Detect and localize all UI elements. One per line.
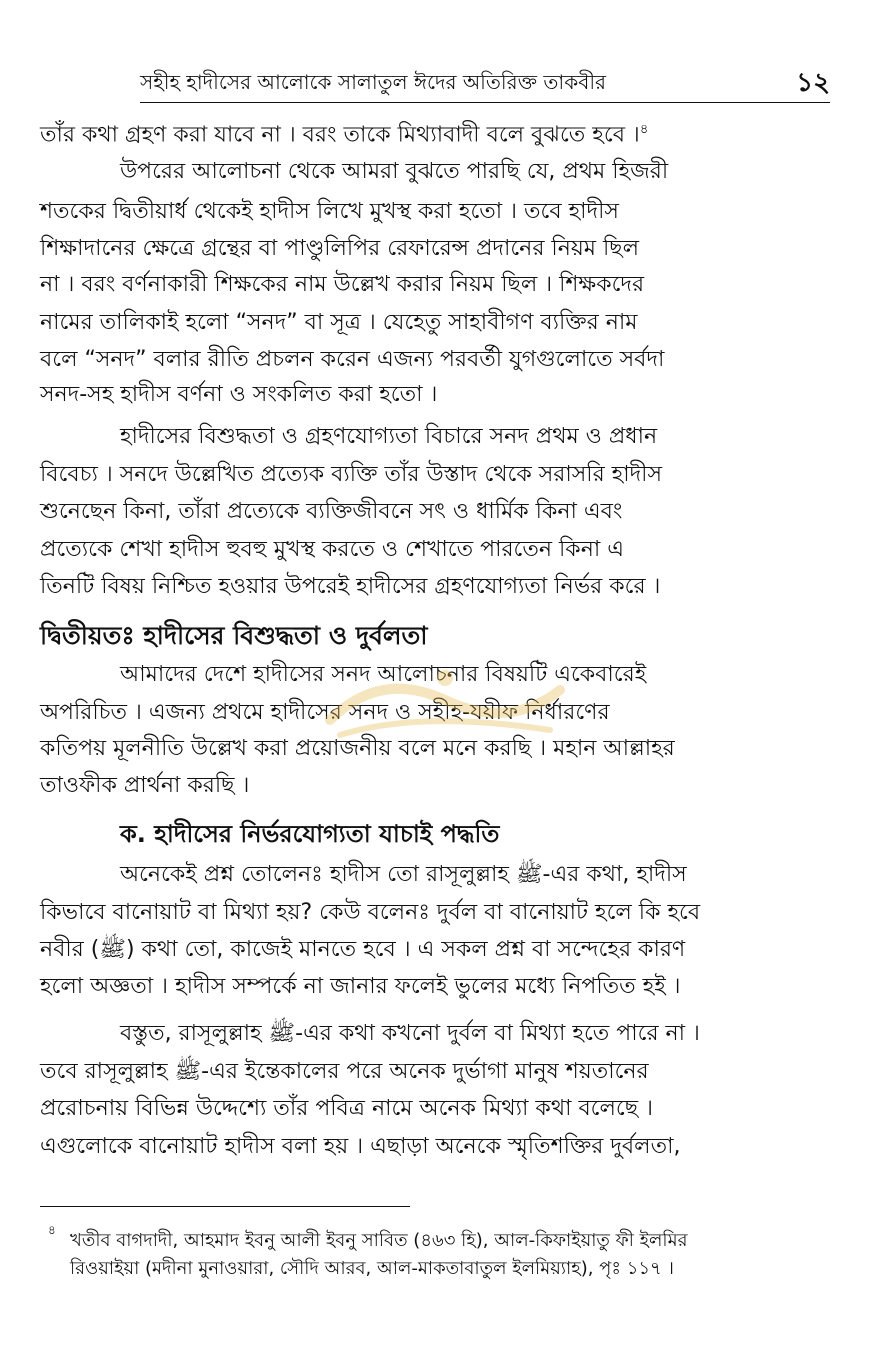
paragraph-line: প্রত্যেকে শেখা হাদীস হুবহু মুখস্থ করতে ও শেখাতে পারতেন কিনা এ xyxy=(40,537,624,562)
paragraph-line: প্ররোচনায় বিভিন্ন উদ্দেশ্যে তাঁর পবিত্র নামে অনেক মিথ্যা কথা বলেছে । xyxy=(40,1096,653,1121)
paragraph-line: উপরের আলোচনা থেকে আমরা বুঝতে পারছি যে, প্রথম হিজরী xyxy=(120,159,669,184)
section-heading: দ্বিতীয়তঃ হাদীসের বিশুদ্ধতা ও দুর্বলতা xyxy=(40,621,428,650)
paragraph-line: অপরিচিত । এজন্য প্রথমে হাদীসের সনদ ও সহীহ-যয়ীফ নির্ধারণের xyxy=(40,700,610,725)
paragraph-line: নামের তালিকাই হলো “সনদ” বা সূত্র । যেহেতু সাহাবীগণ ব্যক্তির নাম xyxy=(40,310,638,335)
paragraph-line: অনেকেই প্রশ্ন তোলেনঃ হাদীস তো রাসূলুল্লাহ ﷺ-এর কথা, হাদীস xyxy=(120,862,687,887)
paragraph-line: এগুলোকে বানোয়াট হাদীস বলা হয় । এছাড়া অনেকে স্মৃতিশক্তির দুর্বলতা, xyxy=(40,1134,681,1159)
page-number: ১২ xyxy=(796,68,830,98)
footnote-reference: ৪ xyxy=(639,122,649,137)
footnote-divider xyxy=(40,1206,410,1207)
paragraph-line: কিভাবে বানোয়াট বা মিথ্যা হয়? কেউ বলেনঃ দুর্বল বা বানোয়াট হলে কি হবে xyxy=(40,900,701,925)
paragraph-line: তাওফীক প্রার্থনা করছি । xyxy=(40,773,250,798)
paragraph-line: না । বরং বর্ণনাকারী শিক্ষকের নাম উল্লেখ করার নিয়ম ছিল । শিক্ষকদের xyxy=(40,272,645,297)
paragraph-line: কতিপয় মূলনীতি উল্লেখ করা প্রয়োজনীয় বলে মনে করছি । মহান আল্লাহর xyxy=(40,736,675,761)
paragraph-line: শিক্ষাদানের ক্ষেত্রে গ্রন্থের বা পাণ্ডুলিপির রেফারেন্স প্রদানের নিয়ম ছিল xyxy=(40,236,640,261)
paragraph-line: তিনটি বিষয় নিশ্চিত হওয়ার উপরেই হাদীসের গ্রহণযোগ্যতা নির্ভর করে । xyxy=(40,574,661,599)
paragraph-line: সনদ-সহ হাদীস বর্ণনা ও সংকলিত করা হতো । xyxy=(40,382,438,407)
footnote-mark: ৪ xyxy=(48,1223,56,1237)
paragraph-line: বিবেচ্য । সনদে উল্লেখিত প্রত্যেক ব্যক্তি তাঁর উস্তাদ থেকে সরাসরি হাদীস xyxy=(40,462,662,487)
footnote-line: খতীব বাগদাদী, আহমাদ ইবনু আলী ইবনু সাবিত (৪৬৩ হি), আল-কিফাইয়াতু ফী ইলমির xyxy=(70,1230,688,1251)
paragraph-line: তাঁর কথা গ্রহণ করা যাবে না । বরং তাকে মিথ্যাবাদী বলে বুঝতে হবে ।$^৪$ xyxy=(40,122,649,148)
running-title: সহীহ হাদীসের আলোকে সালাতুল ঈদের অতিরিক্ত তাকবীর xyxy=(140,70,607,94)
paragraph-line: হলো অজ্ঞতা । হাদীস সম্পর্কে না জানার ফলেই ভুলের মধ্যে নিপতিত হই । xyxy=(40,974,681,999)
paragraph-line: নবীর (ﷺ) কথা তো, কাজেই মানতে হবে । এ সকল প্রশ্ন বা সন্দেহের কারণ xyxy=(40,937,686,962)
paragraph-line: তবে রাসূলুল্লাহ ﷺ-এর ইন্তেকালের পরে অনেক দুর্ভাগা মানুষ শয়তানের xyxy=(40,1059,649,1084)
page-header xyxy=(140,62,830,103)
footnote-line: রিওয়াইয়া (মদীনা মুনাওয়ারা, সৌদি আরব, আল-মাকতাবাতুল ইলমিয়্যাহ), পৃঃ ১১৭ । xyxy=(70,1258,674,1279)
subsection-heading: ক. হাদীসের নির্ভরযোগ্যতা যাচাই পদ্ধতি xyxy=(120,820,500,848)
paragraph-line: বলে “সনদ” বলার রীতি প্রচলন করেন এজন্য পরবর্তী যুগগুলোতে সর্বদা xyxy=(40,347,665,372)
paragraph-line: আমাদের দেশে হাদীসের সনদ আলোচনার বিষয়টি একেবারেই xyxy=(120,662,647,687)
paragraph-line: শুনেছেন কিনা, তাঁরা প্রত্যেকে ব্যক্তিজীবনে সৎ ও ধার্মিক কিনা এবং xyxy=(40,499,623,524)
paragraph-line: বস্তুত, রাসূলুল্লাহ ﷺ-এর কথা কখনো দুর্বল বা মিথ্যা হতে পারে না । xyxy=(120,1021,700,1046)
paragraph-line: হাদীসের বিশুদ্ধতা ও গ্রহণযোগ্যতা বিচারে সনদ প্রথম ও প্রধান xyxy=(120,424,658,449)
paragraph-line: শতকের দ্বিতীয়ার্ধ থেকেই হাদীস লিখে মুখস্থ করা হতো । তবে হাদীস xyxy=(40,199,619,224)
